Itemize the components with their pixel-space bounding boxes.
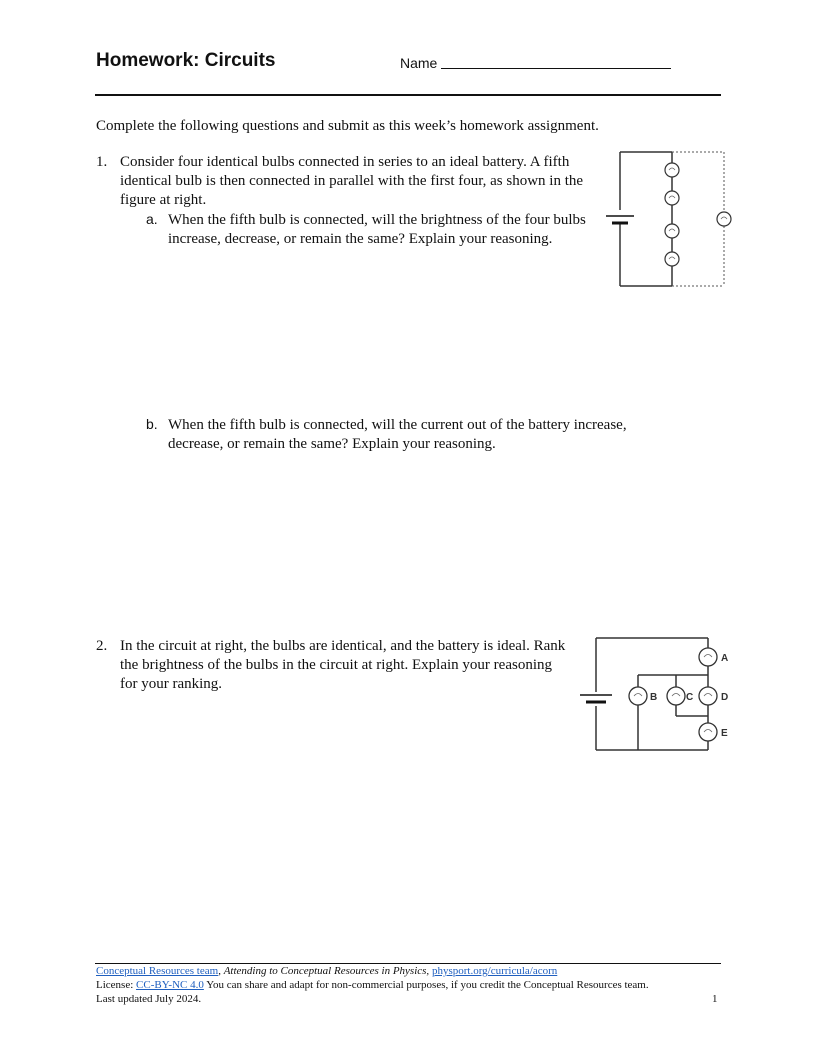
bulb-icon [665, 224, 679, 238]
circuit-figure-1 [600, 148, 740, 293]
footer-separator: , [218, 965, 224, 977]
bulb-d-icon [699, 687, 717, 705]
bulb-icon [717, 212, 731, 226]
bulb-label: A [721, 653, 729, 664]
bulb-label: E [721, 728, 728, 739]
header-divider [95, 94, 721, 96]
name-label: Name [400, 55, 438, 71]
bulb-label: B [650, 692, 658, 703]
license-label: License: [96, 979, 137, 991]
name-blank-line [441, 68, 671, 69]
question-1-text: Consider four identical bulbs connected in series to an ideal battery. A fifth identical bulb is then connected in parallel with the first four, as shown in the figure at right. [120, 154, 584, 208]
bulb-a-icon [699, 648, 717, 666]
bulb-icon [665, 163, 679, 177]
footer-divider [95, 963, 721, 964]
question-1a-text: When the fifth bulb is connected, will the brightness of the four bulbs increase, decrease, or remain the same? Explain your reasoning. [168, 212, 586, 247]
footer-license [96, 979, 649, 992]
battery-icon [606, 216, 634, 223]
bulb-label: C [686, 692, 694, 703]
book-title: Attending to Conceptual Resources in Physics, [223, 965, 430, 977]
bulb-b-icon [629, 687, 647, 705]
page-title: Homework: Circuits [96, 50, 276, 71]
question-1a-label: a. [146, 211, 158, 227]
license-link[interactable]: CC-BY-NC 4.0 [136, 979, 204, 991]
question-2-text: In the circuit at right, the bulbs are identical, and the battery is ideal. Rank the brightness of the bulbs in the circuit at right. Explain your reasoning for your ranking. [120, 638, 566, 692]
bulb-icon [665, 252, 679, 266]
question-1b-label: b. [146, 416, 158, 432]
bulb-e-icon [699, 723, 717, 741]
question-1b-text: When the fifth bulb is connected, will the current out of the battery increase, decrease, or remain the same? Explain your reasoning. [168, 417, 627, 452]
license-text: You can share and adapt for non-commercial purposes, if you credit the Conceptual Resources team. [203, 979, 649, 991]
bulb-label: D [721, 692, 729, 703]
question-1-number: 1. [96, 154, 108, 170]
site-link[interactable]: physport.org/curricula/acorn [431, 965, 558, 977]
circuit-figure-2 [572, 632, 742, 758]
question-2-number: 2. [96, 638, 108, 654]
last-updated: Last updated July 2024. [96, 993, 202, 1005]
bulb-c-icon [667, 687, 685, 705]
battery-icon [580, 695, 612, 702]
footer-credit [96, 965, 557, 978]
bulb-icon [665, 191, 679, 205]
team-link[interactable]: Conceptual Resources team [96, 965, 219, 977]
intro-text: Complete the following questions and submit as this week’s homework assignment. [96, 118, 599, 134]
page-number: 1 [712, 993, 718, 1005]
